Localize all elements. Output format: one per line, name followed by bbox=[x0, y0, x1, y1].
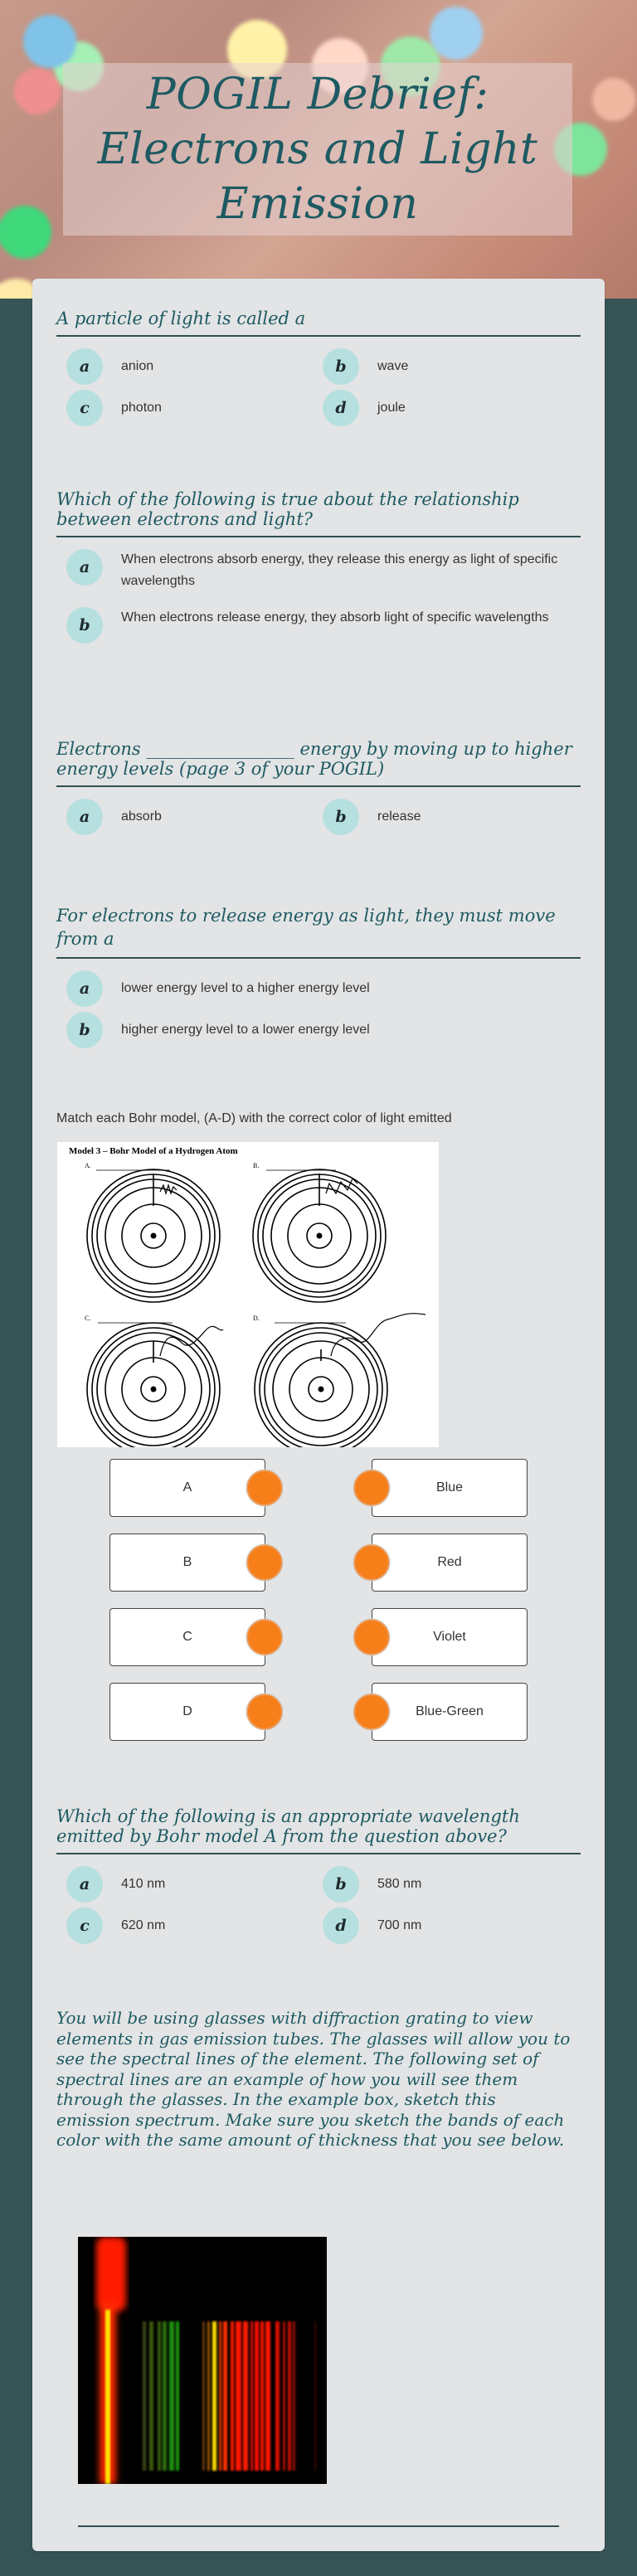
question-title: Electrons _________________ energy by moving up to higher energy levels (page 3 of your POGIL) bbox=[56, 739, 581, 787]
question-title: Which of the following is true about the relationship between electrons and light? bbox=[56, 489, 581, 537]
connector-dot-left-B[interactable] bbox=[246, 1544, 283, 1581]
match-right-blue[interactable]: Blue bbox=[372, 1459, 528, 1517]
match-left-D[interactable]: D bbox=[109, 1683, 265, 1741]
connector-dot-left-C[interactable] bbox=[246, 1619, 283, 1655]
option-b[interactable] bbox=[66, 1012, 370, 1048]
option-letter: a bbox=[66, 549, 103, 586]
option-letter: d bbox=[323, 390, 359, 426]
option-text: anion bbox=[121, 359, 154, 373]
option-a[interactable] bbox=[66, 348, 153, 385]
option-text: photon bbox=[121, 401, 162, 415]
option-text: 580 nm bbox=[377, 1877, 422, 1891]
connector-dot-right-violet[interactable] bbox=[353, 1619, 390, 1655]
question-title: A particle of light is called a bbox=[56, 309, 581, 337]
question-5 bbox=[56, 1806, 581, 1949]
match-right-blue-green[interactable]: Blue-Green bbox=[372, 1683, 528, 1741]
option-text: 700 nm bbox=[377, 1918, 422, 1932]
option-letter: b bbox=[323, 799, 359, 835]
connector-dot-right-blue-green[interactable] bbox=[353, 1694, 390, 1730]
content-card bbox=[32, 279, 605, 2551]
option-b[interactable] bbox=[323, 348, 408, 385]
connector-dot-right-red[interactable] bbox=[353, 1544, 390, 1581]
option-letter: d bbox=[323, 1908, 359, 1944]
title-box bbox=[63, 63, 572, 236]
matching-prompt: Match each Bohr model, (A-D) with the correct color of light emitted bbox=[56, 1111, 452, 1125]
option-text: release bbox=[377, 809, 421, 824]
title-line: Electrons and Light bbox=[97, 124, 538, 174]
option-letter: b bbox=[66, 607, 103, 644]
option-letter: a bbox=[66, 970, 103, 1007]
option-text: When electrons absorb energy, they release this energy as light of specific wavelengths bbox=[121, 552, 558, 588]
option-text: 620 nm bbox=[121, 1918, 166, 1932]
title-line: Emission bbox=[216, 179, 419, 229]
option-text: 410 nm bbox=[121, 1877, 166, 1891]
question-title: Which of the following is an appropriate wavelength emitted by Bohr model A from the question above? bbox=[56, 1806, 581, 1854]
option-letter: b bbox=[323, 348, 359, 385]
option-d[interactable] bbox=[323, 390, 406, 426]
connector-dot-left-A[interactable] bbox=[246, 1470, 283, 1506]
match-left-B[interactable]: B bbox=[109, 1533, 265, 1592]
option-letter: c bbox=[66, 390, 103, 426]
svg-text:A.: A. bbox=[85, 1162, 91, 1169]
option-a[interactable] bbox=[66, 1866, 165, 1903]
option-letter: c bbox=[66, 1908, 103, 1944]
option-letter: b bbox=[66, 1012, 103, 1048]
option-d[interactable] bbox=[323, 1908, 421, 1944]
option-b[interactable] bbox=[66, 607, 564, 644]
page-title bbox=[98, 67, 538, 231]
title-line: POGIL Debrief: bbox=[146, 70, 489, 119]
option-c[interactable] bbox=[66, 1908, 165, 1944]
option-c[interactable] bbox=[66, 390, 162, 426]
match-left-C[interactable]: C bbox=[109, 1608, 265, 1666]
match-right-violet[interactable]: Violet bbox=[372, 1608, 528, 1666]
match-right-red[interactable]: Red bbox=[372, 1533, 528, 1592]
connector-dot-left-D[interactable] bbox=[246, 1694, 283, 1730]
emission-spectrum-image bbox=[78, 2237, 327, 2484]
option-text: joule bbox=[377, 401, 406, 415]
option-a[interactable] bbox=[66, 970, 370, 1007]
svg-text:D.: D. bbox=[253, 1315, 260, 1322]
option-a[interactable] bbox=[66, 799, 162, 835]
question-4 bbox=[56, 904, 581, 1053]
header-banner bbox=[0, 0, 637, 299]
svg-text:B.: B. bbox=[253, 1162, 260, 1169]
bohr-image-title: Model 3 – Bohr Model of a Hydrogen Atom bbox=[69, 1146, 238, 1156]
option-b[interactable] bbox=[323, 799, 421, 835]
option-text: wave bbox=[377, 359, 409, 373]
bohr-model-image bbox=[57, 1142, 439, 1447]
option-a[interactable] bbox=[66, 549, 564, 592]
option-text: higher energy level to a lower energy level bbox=[121, 1023, 370, 1037]
option-letter: a bbox=[66, 1866, 103, 1903]
question-3 bbox=[56, 739, 581, 840]
match-left-A[interactable]: A bbox=[109, 1459, 265, 1517]
spectrum-instructions: You will be using glasses with diffraction grating to view elements in gas emission tubes. The glasses will allow you to see the spectral lines of the element. The following set of spectral lines are an example of how you will see them through the glasses. In the example box, sketch this emission spectrum. Make sure you sketch the bands of each color with the same amount of thickness that you see below. bbox=[56, 2008, 571, 2150]
option-text: absorb bbox=[121, 809, 162, 824]
option-letter: a bbox=[66, 799, 103, 835]
option-text: When electrons release energy, they absorb light of specific wavelengths bbox=[121, 610, 549, 625]
question-1 bbox=[56, 309, 581, 431]
svg-text:C.: C. bbox=[85, 1315, 91, 1322]
question-title: For electrons to release energy as light, they must move from a bbox=[56, 904, 581, 959]
option-letter: b bbox=[323, 1866, 359, 1903]
option-text: lower energy level to a higher energy level bbox=[121, 981, 370, 995]
connector-dot-right-blue[interactable] bbox=[353, 1470, 390, 1506]
option-b[interactable] bbox=[323, 1866, 421, 1903]
question-2 bbox=[56, 489, 581, 665]
option-letter: a bbox=[66, 348, 103, 385]
divider bbox=[78, 2525, 559, 2527]
